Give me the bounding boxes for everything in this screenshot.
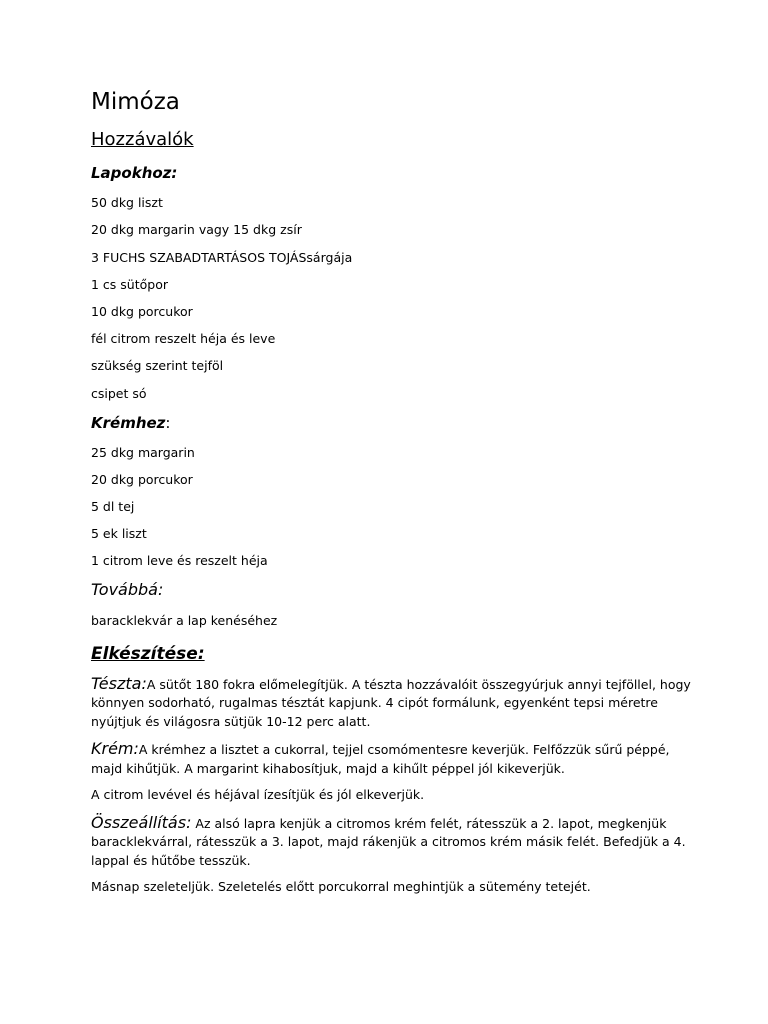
osszeallitas-text: Az alsó lapra kenjük a citromos krém felét, rátesszük a 2. lapot, megkenjük baracklekvárral, rátesszük a 3. lapot, majd rákenjük a citromos krém másik felét. Befedjük a 4. lappal és hűtőbe tesszük. bbox=[91, 815, 686, 868]
list-item: csipet só bbox=[91, 385, 147, 401]
krem-text: A krémhez a lisztet a cukorral, tejjel csomómentesre keverjük. Felfőzzük sűrű péppé, majd kihűtjük. A margarint kihabosítjuk, majd a kihűlt péppel jól kikeverjük. bbox=[91, 742, 670, 776]
ingredients-heading: Hozzávalók bbox=[91, 129, 194, 150]
list-item: 1 cs sütőpor bbox=[91, 276, 168, 292]
krem-paragraph bbox=[91, 740, 691, 778]
list-item: 5 dl tej bbox=[91, 499, 135, 515]
kremhez-heading-colon: : bbox=[165, 413, 171, 432]
osszeallitas-paragraph bbox=[91, 814, 691, 871]
krem-lead: Krém: bbox=[91, 739, 139, 759]
tovabba-heading: Továbbá: bbox=[91, 580, 164, 600]
list-item: 20 dkg porcukor bbox=[91, 471, 193, 487]
lapokhoz-list bbox=[91, 195, 691, 401]
teszta-paragraph bbox=[91, 675, 691, 732]
list-item: fél citrom reszelt héja és leve bbox=[91, 331, 276, 347]
teszta-text: A sütőt 180 fokra előmelegítjük. A tészta hozzávalóit összegyúrjuk annyi tejföllel, hogy könnyen sodorható, rugalmas tésztát kapjunk. 4 cipót formálunk, egyenként tepsi méretre nyújtjuk és világosra sütjük 10-12 perc alatt. bbox=[91, 676, 691, 729]
masnap-paragraph: Másnap szeleteljük. Szeletelés előtt porcukorral meghintjük a sütemény tetejét. bbox=[91, 879, 591, 895]
list-item: 20 dkg margarin vagy 15 dkg zsír bbox=[91, 222, 302, 238]
list-item: szükség szerint tejföl bbox=[91, 358, 224, 374]
lapokhoz-heading: Lapokhoz: bbox=[91, 164, 178, 182]
list-item: 5 ek liszt bbox=[91, 526, 147, 542]
list-item: 10 dkg porcukor bbox=[91, 303, 193, 319]
method-heading: Elkészítése: bbox=[91, 643, 205, 664]
citrom-paragraph: A citrom levével és héjával ízesítjük és jól elkeverjük. bbox=[91, 787, 425, 803]
list-item: 25 dkg margarin bbox=[91, 444, 195, 460]
recipe-document bbox=[91, 88, 691, 897]
teszta-lead: Tészta: bbox=[91, 673, 147, 693]
list-item: baracklekvár a lap kenéséhez bbox=[91, 612, 278, 628]
list-item: 3 FUCHS SZABADTARTÁSOS TOJÁSsárgája bbox=[91, 249, 353, 265]
list-item: 1 citrom leve és reszelt héja bbox=[91, 553, 268, 569]
kremhez-heading bbox=[91, 412, 691, 434]
kremhez-list bbox=[91, 445, 691, 570]
recipe-title: Mimóza bbox=[91, 89, 180, 115]
list-item: 50 dkg liszt bbox=[91, 195, 163, 211]
tovabba-list bbox=[91, 613, 691, 629]
osszeallitas-lead: Összeállítás: bbox=[91, 812, 192, 832]
kremhez-heading-text: Krémhez bbox=[91, 413, 166, 432]
